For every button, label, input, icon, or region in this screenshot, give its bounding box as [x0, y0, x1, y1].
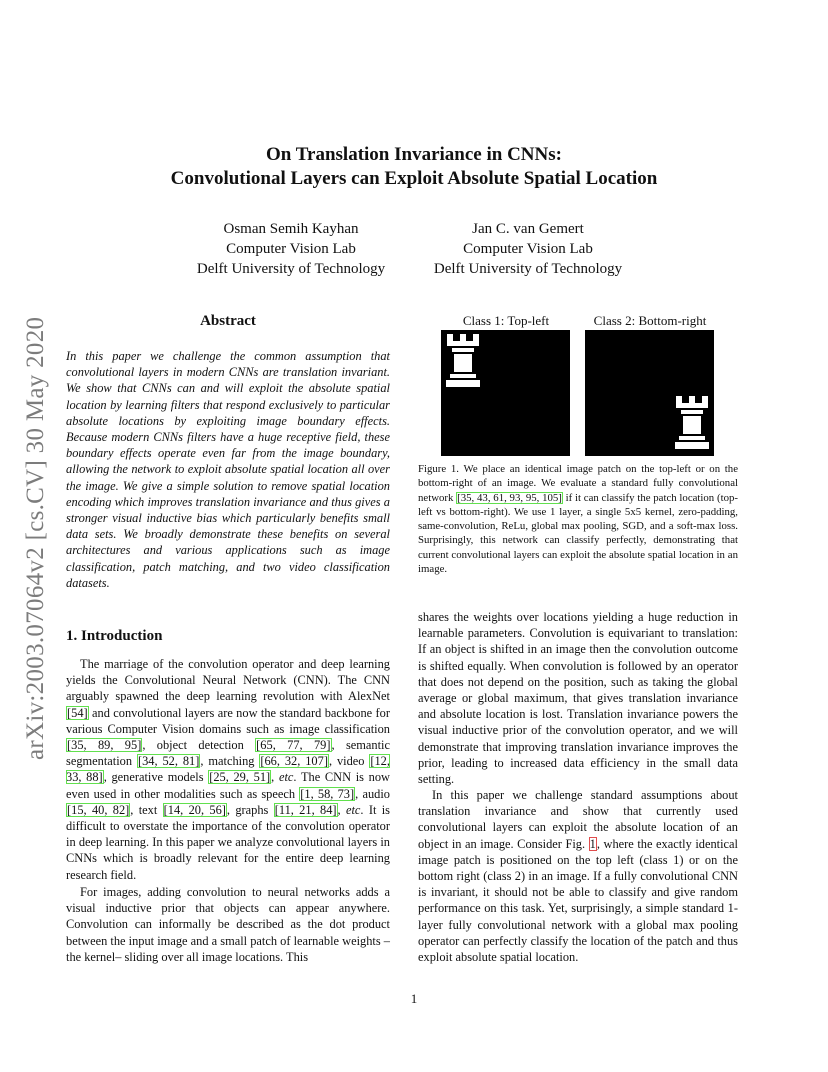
figure-class1-image — [441, 330, 570, 456]
figure-caption — [418, 462, 738, 576]
author-affiliation: Delft University of Technology — [433, 261, 623, 277]
author-name: Jan C. van Gemert — [472, 221, 584, 237]
citation-link[interactable]: [34, 52, 81] — [137, 754, 200, 769]
right-paragraph-1: shares the weights over locations yielding a huge reduction in learnable parameters. Convolution is equivariant to translation: If an object is shifted in an image then the convolution outcome is shifted equally. When convolution is followed by an operator that does not depend on the position, such as taking the global average or global maximum, that gives translation invariance and absolute location is lost. Translation invariance powers the visual inductive prior of the convolution operator, and we will demonstrate that improving translation invariance improves the prior, leading to increased data efficiency in the small data setting. — [418, 610, 738, 787]
abstract-text: In this paper we challenge the common assumption that convolutional layers in modern CNNs are translation invariant. We show that CNNs can and will exploit the absolute spatial location by learning filters that respond exclusively to particular absolute locations by exploiting image boundary effects. Because modern CNNs filters have a huge receptive field, these boundary effects operate even far from the image boundary, allowing the network to exploit absolute spatial location all over the image. We give a simple solution to remove spatial location encoding which improves translation invariance and thus gives a stronger visual inductive bias which particularly benefits small data sets. We broadly demonstrate these benefits on several architectures and various applications such as image classification, patch matching, and two video classification datasets. — [66, 349, 390, 590]
text-span: . The CNN is now even used in other modalities such as speech — [66, 770, 390, 801]
citation-link[interactable]: [14, 20, 56] — [163, 802, 226, 817]
page-number: 1 — [410, 991, 418, 1006]
text-span: , — [271, 770, 279, 785]
author-lab: Computer Vision Lab — [226, 241, 356, 257]
text-span: , — [337, 802, 346, 817]
author-block-1 — [161, 219, 421, 279]
citation-link[interactable]: [12, 33, 88] — [66, 754, 390, 785]
rook-chess-icon — [444, 334, 482, 390]
text-span: , semantic segmentation — [66, 738, 390, 769]
text-span: , text — [130, 802, 163, 817]
text-span: if it can classify the patch location (top-left vs bottom-right). We use 1 layer, a single 5x5 kernel, zero-padding, same-convolution, ReLu, global max pooling, SGD, and a soft-max loss. Surprisingly, this network can classify perfectly, demonstrating that current convolutional layers can exploit the absolute spatial location in an image. — [418, 491, 738, 576]
figure-class1-label: Class 1: Top-left — [462, 313, 550, 328]
intro-heading: 1. Introduction — [66, 628, 163, 644]
citation-link[interactable]: [35, 89, 95] — [67, 738, 142, 753]
right-paragraph-2 — [418, 787, 738, 965]
title-line-1: On Translation Invariance in CNNs: — [266, 144, 562, 165]
text-span: . It is difficult to overstate the importance of the convolution operator in deep learning. In this paper we analyze convolutional layers in CNNs which is broadly relevant for the entire deep learning research field. — [66, 802, 391, 882]
citation-link[interactable]: [66, 32, 107] — [260, 754, 328, 769]
text-span: The marriage of the convolution operator and deep learning yields the Convolutional Neural Network (CNN). The CNN arguably spawned the deep learning revolution with AlexNet — [66, 657, 390, 704]
figure-class2-label: Class 2: Bottom-right — [593, 313, 707, 328]
abstract-heading: Abstract — [200, 313, 256, 329]
citation-link[interactable]: [11, 21, 84] — [274, 802, 337, 817]
text-span: In this paper we challenge standard assumptions about translation invariance and show that currently used convolutional layers can exploit the absolute location of an object in an image. Consider Fig. — [418, 788, 738, 851]
figure-reference-link[interactable]: 1 — [589, 836, 596, 851]
figure-class2-image — [585, 330, 714, 456]
citation-link[interactable]: [65, 77, 79] — [256, 738, 331, 753]
intro-paragraph-2: For images, adding convolution to neural networks adds a visual inductive prior that objects can appear anywhere. Convolution can informally be described as the dot product between the input image and a small patch of learnable weights –the kernel– sliding over all image locations. This — [66, 885, 390, 964]
text-span: Figure 1. We place an identical image patch on the top-left or on the bottom-right of an image. We evaluate a standard fully convolutional network — [418, 463, 738, 504]
paper-title — [0, 143, 828, 191]
citation-link[interactable]: [25, 29, 51] — [209, 770, 271, 785]
text-span: , generative models — [103, 770, 209, 785]
text-span: , where the exactly identical image patch is positioned on the top left (class 1) or on the bottom right (class 2) in an image. If a fully convolutional CNN is invariant, it should not be able to classify and give random performance on this task. Yet, surprisingly, a simple standard 1-layer fully convolutional network with a global max pooling operator can perfectly classify the location of the patch and thus exploit absolute spatial location. — [418, 836, 738, 965]
text-span: , audio — [355, 786, 390, 801]
citation-link[interactable]: [54] — [67, 705, 88, 720]
text-span: , object detection — [142, 738, 256, 753]
text-span: , graphs — [226, 802, 274, 817]
author-affiliation: Delft University of Technology — [196, 261, 386, 277]
author-block-2 — [398, 219, 658, 279]
text-span: etc — [345, 802, 361, 817]
title-line-2: Convolutional Layers can Exploit Absolute Spatial Location — [170, 168, 658, 189]
text-span: , video — [328, 754, 370, 769]
citation-link[interactable]: [35, 43, 61, 93, 95, 105] — [457, 491, 562, 504]
citation-link[interactable]: [1, 58, 73] — [300, 786, 355, 801]
text-span: , matching — [200, 754, 260, 769]
text-span: and convolutional layers are now the standard backbone for various Computer Vision domains such as image classification — [66, 705, 390, 736]
text-span: etc — [278, 770, 294, 785]
rook-chess-icon — [673, 396, 711, 452]
arxiv-identifier: arXiv:2003.07064v2 [cs.CV] 30 May 2020 — [22, 316, 49, 760]
author-name: Osman Semih Kayhan — [223, 221, 359, 237]
citation-link[interactable]: [15, 40, 82] — [67, 802, 130, 817]
author-lab: Computer Vision Lab — [463, 241, 593, 257]
intro-paragraph-1 — [66, 656, 390, 883]
